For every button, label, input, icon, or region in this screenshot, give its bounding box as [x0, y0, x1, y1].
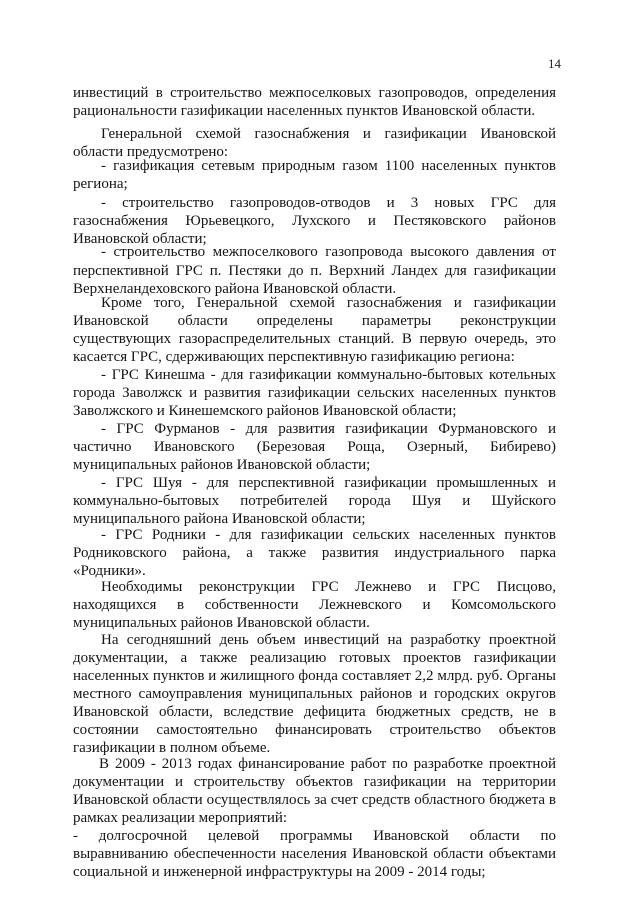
text-line: находящихся в собственности Лежневского и Комсомольского	[73, 597, 556, 613]
text-line: перспективной ГРС п. Пестяки до п. Верхний Ландех для газификации	[73, 263, 556, 279]
text-line: газификации в полном объеме.	[73, 740, 271, 756]
page-number: 14	[548, 56, 561, 71]
text-line: газоснабжения Юрьевецкого, Лухского и Пестяковского районов	[73, 213, 556, 229]
text-line: Ивановской области осуществлялось за счет средств областного бюджета в	[73, 792, 556, 808]
text-line: муниципального района Ивановской области;	[73, 511, 366, 527]
text-line: населенных пунктов и жилищного фонда составляет 2,2 млрд. руб. Органы	[73, 668, 556, 684]
text-line: инвестиций в строительство межпоселковых газопроводов, определения	[73, 85, 556, 101]
text-line: Кроме того, Генеральной схемой газоснабжения и газификации	[101, 295, 556, 311]
text-line: социальной и инженерной инфраструктуры на 2009 - 2014 годы;	[73, 864, 486, 880]
text-line: региона;	[73, 176, 128, 192]
text-line: документации, а также реализацию готовых проектов газификации	[73, 650, 556, 666]
text-line: выравниванию обеспеченности населения Ивановской области объектами	[73, 846, 556, 862]
text-line: - ГРС Фурманов - для развития газификации Фурмановского и	[101, 421, 556, 437]
text-line: рациональности газификации населенных пунктов Ивановской области.	[73, 103, 536, 119]
text-line: города Заволжск и развития газификации сельских населенных пунктов	[73, 385, 556, 401]
text-line: На сегодняшний день объем инвестиций на разработку проектной	[101, 632, 556, 648]
text-line: - газификация сетевым природным газом 1100 населенных пунктов	[101, 158, 556, 174]
text-line: В 2009 - 2013 годах финансирование работ по разработке проектной	[99, 756, 556, 772]
text-line: Ивановской области определены параметры реконструкции	[73, 313, 556, 329]
text-line: документации и строительству объектов газификации на территории	[73, 774, 556, 790]
text-line: Генеральной схемой газоснабжения и газификации Ивановской	[101, 126, 556, 142]
text-line: муниципальных районов Ивановской области.	[73, 615, 370, 631]
text-line: - строительство межпоселкового газопровода высокого давления от	[101, 244, 556, 260]
text-line: местного самоуправления муниципальных районов и городских округов	[73, 686, 556, 702]
text-line: коммунально-бытовых потребителей города Шуя и Шуйского	[73, 493, 556, 509]
text-line: Родниковского района, а также развития индустриального парка	[73, 545, 556, 561]
text-line: состоянии самостоятельно финансировать строительство объектов	[73, 722, 556, 738]
text-line: Ивановской области, вследствие дефицита бюджетных средств, не в	[73, 704, 556, 720]
text-line: области предусмотрено:	[73, 144, 229, 160]
text-line: Ивановской области;	[73, 231, 207, 247]
text-line: Необходимы реконструкции ГРС Лежнево и ГРС Писцово,	[101, 579, 556, 595]
text-line: - долгосрочной целевой программы Ивановской области по	[73, 828, 556, 844]
text-line: существующих газораспределительных станций. В первую очередь, это	[73, 331, 556, 347]
text-line: - ГРС Шуя - для перспективной газификации промышленных и	[101, 475, 556, 491]
text-line: касается ГРС, сдерживающих перспективную газификацию региона:	[73, 349, 515, 365]
text-line: - ГРС Кинешма - для газификации коммунально-бытовых котельных	[101, 367, 556, 383]
text-line: «Родники».	[73, 563, 146, 579]
text-line: муниципальных районов Ивановской области;	[73, 457, 371, 473]
text-line: рамках реализации мероприятий:	[73, 810, 288, 826]
text-line: - строительство газопроводов-отводов и 3 новых ГРС для	[101, 195, 556, 211]
text-line: Заволжского и Кинешемского районов Ивановской области;	[73, 403, 457, 419]
text-line: - ГРС Родники - для газификации сельских населенных пунктов	[101, 527, 556, 543]
text-line: частично Ивановского (Березовая Роща, Озерный, Бибирево)	[73, 439, 556, 455]
text-line: Верхнеландеховского района Ивановской области.	[73, 281, 397, 297]
